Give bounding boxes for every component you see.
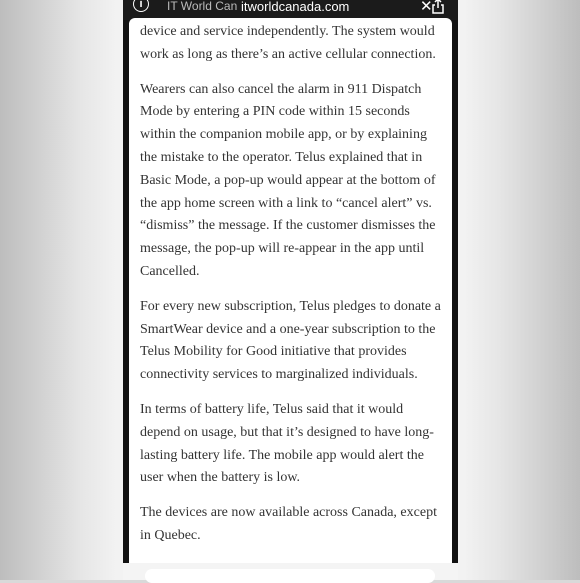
paragraph: The devices are now available across Canada, except in Quebec. xyxy=(140,505,437,543)
paragraph: Wearers can also cancel the alarm in 911 Dispatch Mode by entering a PIN code within 15 seconds within the companion mobile app, or by explaining the mistake to the operator. Telus explained that in Basic Mode, a pop-up would appear at the bottom of the app home screen with a link to “cancel alert” vs. “dismiss” the message. If the customer dismisses the message, the pop-up will re-appear in the app until Cancelled. xyxy=(140,81,436,279)
close-icon[interactable]: ✕ xyxy=(420,0,433,15)
bottom-toolbar xyxy=(123,563,458,580)
article-content[interactable] xyxy=(129,18,452,563)
share-icon[interactable] xyxy=(431,0,445,14)
paragraph: device and service independently. The system would work as long as there’s an active cellular connection. xyxy=(140,24,436,62)
bottom-address-field[interactable] xyxy=(145,569,435,583)
browser-url-bar[interactable] xyxy=(123,0,458,20)
paragraph: In terms of battery life, Telus said that it would depend on usage, but that it’s designed to have long-lasting battery life. The mobile app would alert the user when the battery is low. xyxy=(140,401,434,486)
article-body xyxy=(129,18,452,548)
paragraph: For every new subscription, Telus pledges to donate a SmartWear device and a one-year subscription to the Telus Mobility for Good initiative that provides connectivity services to marginalized individuals. xyxy=(140,298,441,383)
phone-screen xyxy=(123,0,458,580)
site-title: IT World Can xyxy=(167,0,238,13)
info-icon[interactable]: i xyxy=(133,0,149,12)
url-text[interactable]: itworldcanada.com xyxy=(241,0,350,14)
